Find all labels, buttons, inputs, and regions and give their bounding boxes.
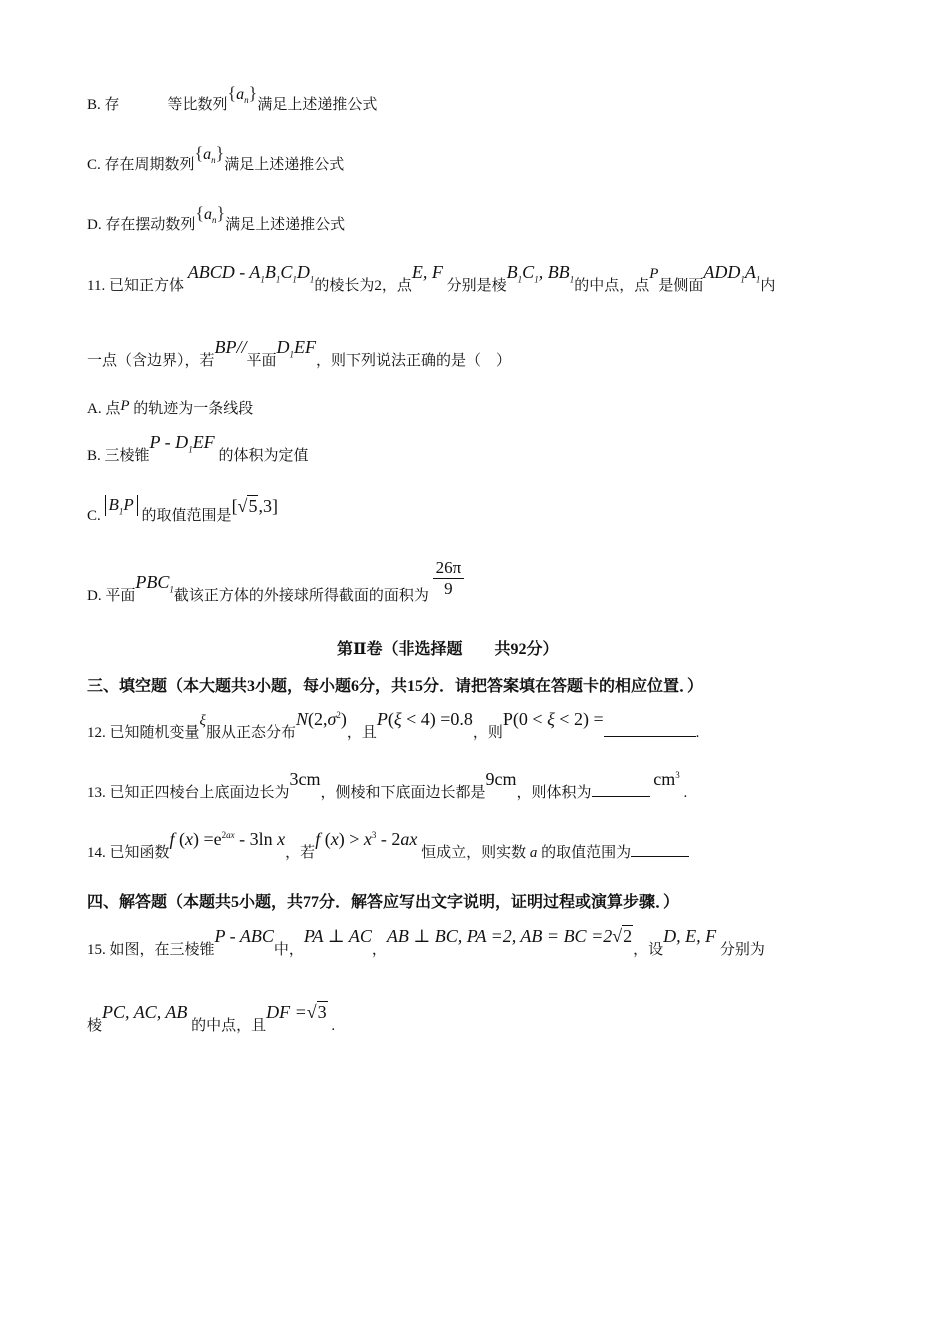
section3-heading: 三、填空题（本大题共3小题，每小题6分，共15分．请把答案填在答题卡的相应位置．）: [87, 678, 704, 695]
math-pbc1: $PBC_1$: [135, 571, 174, 595]
q14-text: ，若: [285, 845, 316, 861]
q11-text: 是侧面: [658, 278, 704, 294]
q14-text: 14. 已知函数: [87, 845, 170, 861]
math-range: [√5,3]: [231, 496, 278, 516]
q11-text: 11. 已知正方体: [87, 278, 184, 294]
q11-d-text: D. 平面: [87, 587, 136, 604]
option-d: [87, 203, 346, 235]
q13: [87, 769, 688, 802]
answer-blank[interactable]: [592, 782, 650, 797]
math-ef: E, F: [411, 262, 443, 282]
math-cm3: $cm^3$: [653, 769, 680, 789]
q14-text: 的取值范围为: [541, 845, 632, 861]
q14: [87, 829, 689, 862]
math-p: P: [120, 398, 130, 414]
option-c-suffix: 满足上述递推公式: [224, 157, 345, 173]
q11-c-text: C.: [87, 508, 101, 524]
q11-a-text: 的轨迹为一条线段: [133, 401, 254, 417]
math-face: $ADD_1A_1$: [703, 262, 761, 285]
math-df: DF =√3: [266, 1002, 327, 1022]
q11-c-text: 的取值范围是: [141, 508, 232, 524]
q13-text: ，侧棱和下底面边长都是: [320, 785, 486, 801]
q13-text: 13. 已知正四棱台上底面边长为: [87, 785, 290, 801]
q12: [87, 709, 700, 742]
q15-text: 的中点，且: [191, 1018, 267, 1034]
q12-text: ，且: [346, 725, 377, 741]
math-prob1-args: (ξ < 4) =0.8: [387, 709, 473, 729]
q11-text: ，则下列说法正确的是（ ）: [316, 353, 512, 369]
math-9cm: 9cm: [485, 769, 517, 789]
q11-b-text: B. 三棱锥: [87, 448, 150, 464]
fraction-26pi-9: [433, 558, 465, 599]
math-conditions: AB ⊥ BC, PA =2, AB = BC =2√2: [386, 926, 633, 946]
option-d-suffix: 满足上述递推公式: [225, 217, 346, 233]
math-ineq: f $(x) > x^3 - 2ax$: [315, 829, 418, 849]
option-b-suffix: 满足上述递推公式: [257, 97, 378, 113]
q15-text: 分别为: [719, 942, 765, 958]
q11-text: 一点（含边界），若: [87, 353, 215, 369]
q13-text: .: [683, 785, 688, 801]
math-cube: ABCD - $A_1B_1C_1D_1$: [187, 262, 315, 285]
math-edges-pc-ac-ab: PC, AC, AB: [102, 1002, 188, 1022]
q13-text: ，则体积为: [516, 785, 592, 801]
q11-option-a: [87, 397, 253, 418]
q11-a-text: A. 点: [87, 401, 121, 417]
q15-text: 棱: [87, 1018, 103, 1034]
math-bp-parallel: BP//: [214, 337, 247, 357]
q11-line1: [87, 262, 776, 297]
math-edges: $B_1C_1$, $BB_1$: [506, 262, 575, 285]
q11-text: 分别是棱: [446, 278, 507, 294]
q15-line1: [87, 926, 765, 959]
section4-heading: 四、解答题（本题共5小题，共77分．解答应写出文字说明，证明过程或演算步骤．）: [87, 894, 680, 911]
q11-option-b: [87, 432, 309, 467]
math-plane: $D_1EF$: [276, 337, 317, 360]
q12-text: 12. 已知随机变量: [87, 725, 200, 741]
seq-an: $\{a_n\}$: [227, 83, 258, 106]
q11-d-text: 截该正方体的外接球所得截面的面积为: [173, 587, 429, 604]
math-normal: N: [295, 709, 308, 729]
q11-text: 的中点，点: [574, 278, 650, 294]
fraction-numerator: 26π: [433, 558, 465, 579]
q15-text: ，: [371, 942, 387, 958]
q12-text: .: [695, 725, 700, 741]
math-p: P: [649, 266, 659, 282]
math-def: D, E, F: [663, 926, 717, 946]
seq-an: $\{a_n\}$: [195, 203, 226, 226]
q15-text: .: [331, 1018, 336, 1034]
q11-text: 的棱长为2，点: [314, 278, 412, 294]
math-xi: ξ: [199, 713, 206, 729]
option-d-prefix: D. 存在摆动数列: [87, 217, 196, 233]
q12-text: ，则: [472, 725, 503, 741]
option-c: [87, 143, 345, 175]
answer-blank[interactable]: [631, 842, 689, 857]
seq-an: $\{a_n\}$: [194, 143, 225, 166]
math-pyramid: P - $D_1EF$: [149, 432, 215, 455]
q11-line2: [87, 337, 512, 372]
option-b-mid: 等比数列: [167, 97, 228, 113]
q15-text: 中，: [273, 942, 304, 958]
q14-text: 恒成立，则实数: [421, 845, 527, 861]
math-pa-perp-ac: PA ⊥ AC: [303, 926, 372, 946]
math-prob2: P(0 < ξ < 2) =: [502, 709, 604, 729]
q11-b-text: 的体积为定值: [218, 448, 309, 464]
option-b: [87, 83, 378, 115]
option-b-prefix: B. 存: [87, 97, 120, 113]
math-pyramid-pabc: P - ABC: [214, 926, 274, 946]
math-a: a: [529, 845, 538, 861]
q15-text: 15. 如图，在三棱锥: [87, 942, 215, 958]
q11-text: 平面: [246, 353, 277, 369]
math-prob1: P: [376, 709, 388, 729]
unit-cm: cm: [653, 769, 676, 789]
part2-title: 第Ⅱ卷（非选择题 共92分）: [337, 641, 559, 658]
q15-line2: [87, 1002, 336, 1035]
q15-text: ，设: [633, 942, 664, 958]
q12-text: 服从正态分布: [205, 725, 296, 741]
option-c-prefix: C. 存在周期数列: [87, 157, 195, 173]
math-normal-params: $(2,\sigma^2)$: [307, 709, 347, 729]
fraction-denominator: 9: [444, 579, 453, 598]
q11-option-c: [87, 495, 278, 526]
q11-text: 内: [760, 278, 776, 294]
math-b1p-abs: $B_1P$: [105, 495, 138, 516]
math-fx-def: f $(x) =e^{2ax} - 3\ln$ x: [169, 829, 286, 849]
answer-blank[interactable]: [604, 722, 696, 737]
math-3cm: 3cm: [289, 769, 321, 789]
